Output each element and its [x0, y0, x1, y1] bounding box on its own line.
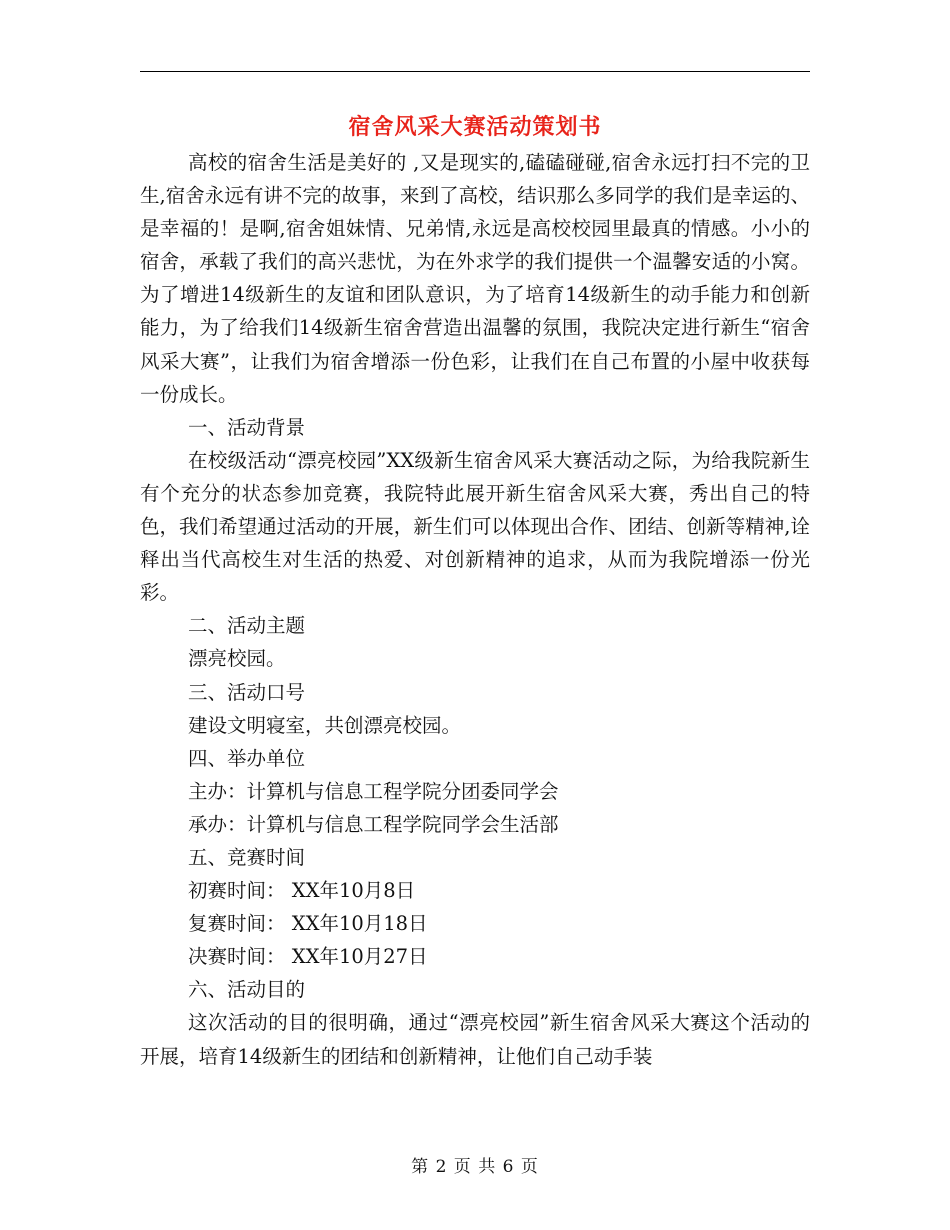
paragraph: 建设文明寝室，共创漂亮校园。 — [188, 713, 462, 737]
paragraph: 六、活动目的 — [188, 978, 306, 1002]
paragraph: 复赛时间： XX年10月18日 — [188, 912, 428, 936]
paragraph: 在校级活动“漂亮校园”XX级新生宿舍风采大赛活动之际，为给我院新生有个充分的状态参加竞赛，我院特此展开新生宿舍风采大赛，秀出自己的特色，我们希望通过活动的开展，新生们可以体现出合作、团结、创新等精神,诠释出当代高校生对生活的热爱、对创新精神的追求，从而为我院增添一份光彩。 — [140, 448, 810, 605]
paragraph: 主办：计算机与信息工程学院分团委同学会 — [188, 779, 559, 803]
paragraph: 决赛时间： XX年10月27日 — [188, 945, 428, 969]
document-title: 宿舍风采大赛活动策划书 — [348, 114, 602, 140]
paragraph: 一、活动背景 — [188, 415, 306, 439]
paragraph: 二、活动主题 — [188, 614, 306, 638]
paragraph: 承办：计算机与信息工程学院同学会生活部 — [188, 812, 559, 836]
paragraph: 三、活动口号 — [188, 680, 306, 704]
paragraph: 四、举办单位 — [188, 746, 306, 770]
paragraph: 高校的宿舍生活是美好的 ,又是现实的,磕磕碰碰,宿舍永远打扫不完的卫生,宿舍永远有讲不完的故事，来到了高校，结识那么多同学的我们是幸运的、是幸福的！是啊,宿舍姐妹情、兄弟情,永远是高校校园里最真的情感。小小的宿舍，承载了我们的高兴悲忧，为在外求学的我们提供一个温馨安适的小窝。为了增进14级新生的友谊和团队意识，为了培育14级新生的动手能力和创新能力，为了给我们14级新生宿舍营造出温馨的氛围，我院决定进行新生“宿舍风采大赛”，让我们为宿舍增添一份色彩，让我们在自己布置的小屋中收获每一份成长。 — [140, 151, 810, 406]
page-footer: 第 2 页 共 6 页 — [411, 1157, 539, 1177]
paragraph: 这次活动的目的很明确，通过“漂亮校园”新生宿舍风采大赛这个活动的开展，培育14级新生的团结和创新精神，让他们自己动手装 — [140, 1011, 810, 1068]
paragraph: 漂亮校园。 — [188, 647, 286, 671]
paragraph: 初赛时间： XX年10月8日 — [188, 879, 416, 903]
document-body — [140, 146, 810, 1073]
paragraph: 五、竞赛时间 — [188, 845, 306, 869]
header-rule — [140, 71, 810, 72]
